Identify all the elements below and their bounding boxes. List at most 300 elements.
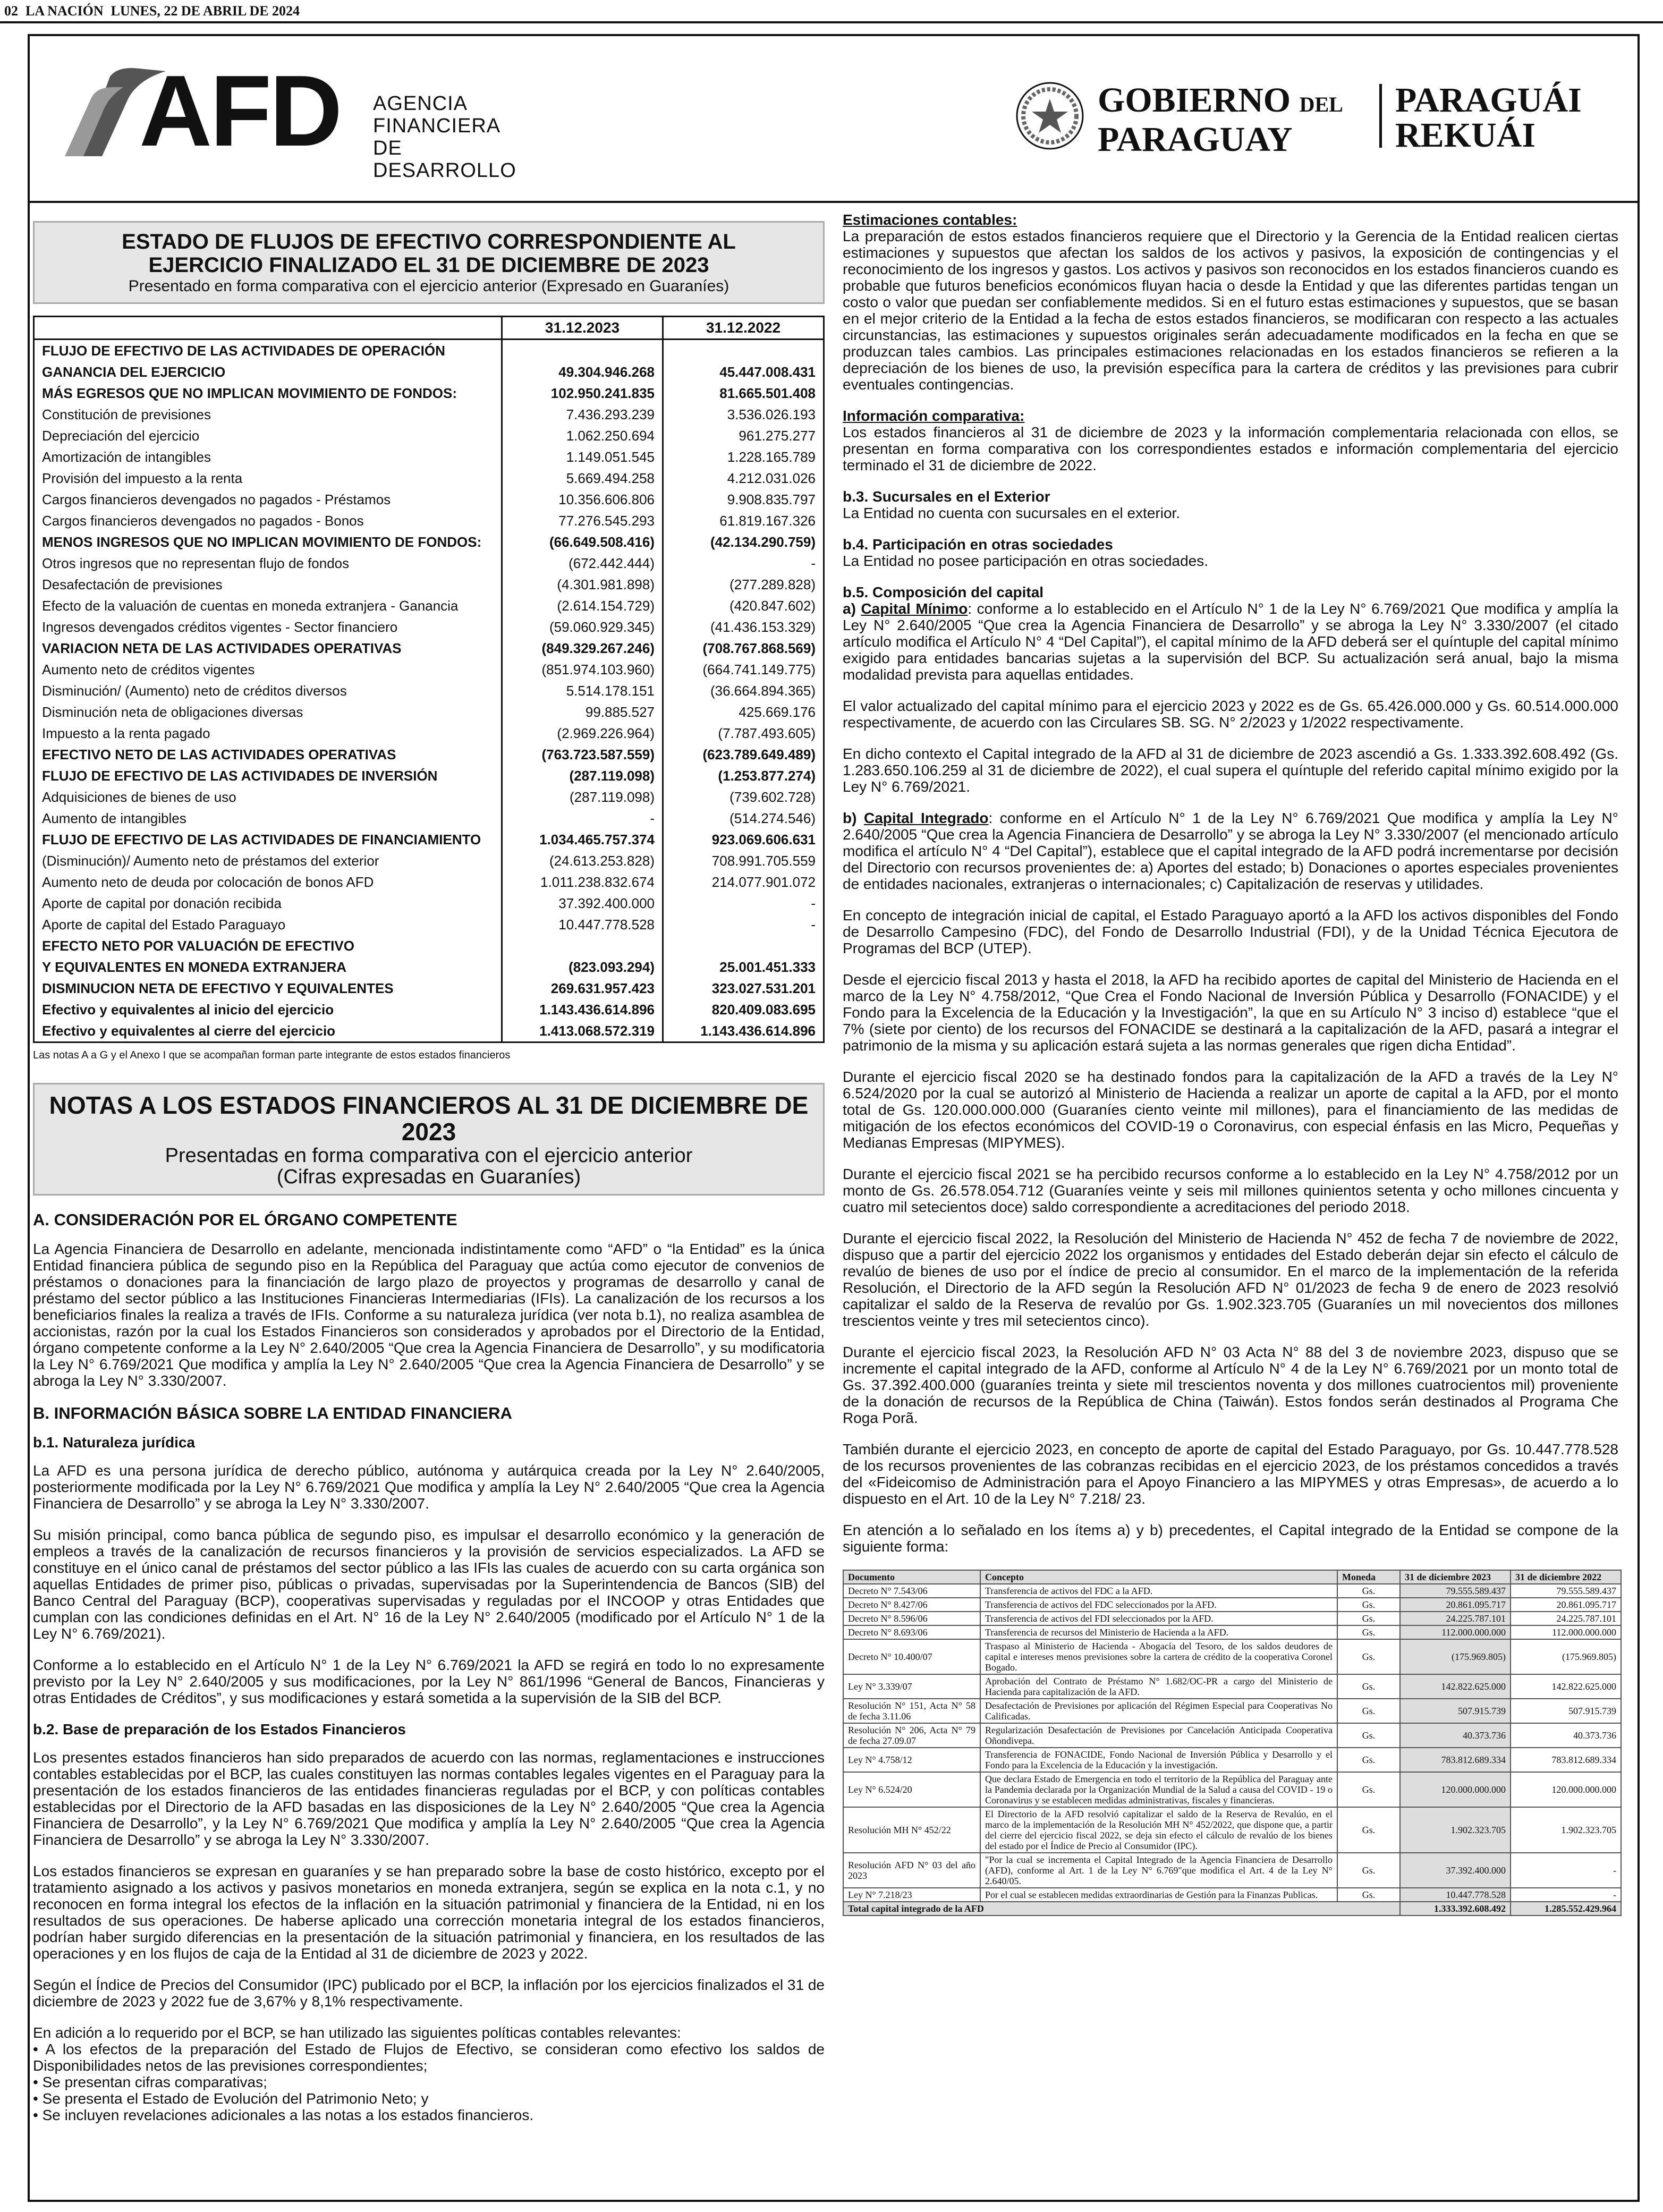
cashflow-value-2022: (1.253.877.274) (663, 765, 824, 786)
rekuai-line1: PARAGUÁI (1395, 81, 1582, 120)
capital-2023: (175.969.805) (1400, 1639, 1511, 1674)
capital-2023: 507.915.739 (1400, 1699, 1511, 1723)
capital-documento: Decreto N° 8.596/06 (843, 1612, 980, 1625)
cashflow-value-2022: 323.027.531.201 (663, 978, 824, 999)
masthead-date: LUNES, 22 DE ABRIL DE 2024 (111, 3, 300, 19)
cashflow-value-2022: 1.228.165.789 (663, 446, 824, 468)
capital-documento: Resolución AFD N° 03 del año 2023 (843, 1853, 980, 1888)
cashflow-label: Aumento neto de deuda por colocación de bonos AFD (42, 874, 374, 890)
capital-concepto: Regularización Desafectación de Previsiones por Cancelación Anticipada Cooperativa Oñondivepa. (980, 1723, 1337, 1748)
gov-line2: PARAGUAY (1098, 120, 1293, 159)
cashflow-row (34, 574, 824, 595)
capital-row (843, 1853, 1621, 1888)
cashflow-row (34, 850, 824, 871)
capital-concepto: Por el cual se establecen medidas extraordinarias de Gestión para la Finanzas Publicas. (980, 1888, 1337, 1902)
capital-moneda: Gs. (1337, 1639, 1400, 1674)
newspaper-name: LA NACIÓN (26, 3, 104, 19)
cashflow-row (34, 723, 824, 744)
cashflow-value-2023: (287.119.098) (502, 765, 663, 786)
cashflow-label: (Disminución)/ Aumento neto de préstamos del exterior (42, 853, 379, 869)
cashflow-value-2023: 1.149.051.545 (502, 446, 663, 468)
capital-concepto: Que declara Estado de Emergencia en todo el territorio de la República del Paraguay ante la Pandemia declarada por la Organización Mundial de la Salud a causa del COVID - 19 o Coronavirus y se establecen medidas administrativas, fiscales y financieras. (980, 1772, 1337, 1807)
cashflow-row (34, 999, 824, 1020)
national-seal-icon (1013, 79, 1087, 153)
cashflow-row (34, 744, 824, 765)
cashflow-row (34, 956, 824, 978)
cashflow-value-2023: 269.631.957.423 (502, 978, 663, 999)
cashflow-value-2023: (2.614.154.729) (502, 595, 663, 616)
gov-del: DEL (1299, 92, 1343, 116)
capital-2022: - (1511, 1853, 1621, 1888)
b1-heading: b.1. Naturaleza jurídica (33, 1434, 195, 1451)
cashflow-label: Efectivo y equivalentes al inicio del ejercicio (42, 1002, 334, 1018)
capital-total-row (843, 1902, 1621, 1916)
cashflow-value-2023: (287.119.098) (502, 786, 663, 808)
cashflow-label: Depreciación del ejercicio (42, 428, 200, 444)
capital-row (843, 1699, 1621, 1723)
cashflow-row (34, 383, 824, 404)
cashflow-label: MÁS EGRESOS QUE NO IMPLICAN MOVIMIENTO DE FONDOS: (42, 385, 457, 401)
paragraph: Los estados financieros al 31 de diciembre de 2023 y la información complementaria relacionada con ellos, se presentan en forma comparativa con los correspondientes estados e información complementaria del ejercicio terminado el 31 de diciembre de 2022. (843, 424, 1618, 473)
capital-2023: 40.373.736 (1400, 1723, 1511, 1748)
cashflow-label: Aumento neto de créditos vigentes (42, 662, 255, 677)
total-label: Total capital integrado de la AFD (843, 1902, 1400, 1916)
capital-moneda: Gs. (1337, 1612, 1400, 1625)
capital-moneda: Gs. (1337, 1807, 1400, 1853)
paragraph: Durante el ejercicio fiscal 2020 se ha destinado fondos para la capitalización de la AFD a través de la Ley N° 6.524/2020 por la cual se autorizó al Ministerio de Hacienda a realizar un aporte de capital a la AFD, por el monto total de Gs. 120.000.000.000 (Guaraníes ciento veinte mil millones), para el financiamiento de las medidas de mitigación de los efectos económicos del COVID-19 o Coronavirus, con especial énfasis en las Micro, Pequeñas y Medianas Empresas (MIPYMES). (843, 1069, 1618, 1151)
capital-2022: (175.969.805) (1511, 1639, 1621, 1674)
capital-2023: 120.000.000.000 (1400, 1772, 1511, 1807)
notes-title-box (33, 1083, 825, 1196)
capital-header-row (843, 1570, 1621, 1584)
header-rule (30, 201, 1637, 203)
notes-body (33, 1211, 825, 2123)
cashflow-value-2022: (664.741.149.775) (663, 659, 824, 680)
right-column (843, 211, 1618, 1916)
capital-minimo-text: : conforme a lo establecido en el Artículo N° 1 de la Ley N° 6.769/2021 Que modifica y amplía la Ley N° 2.640/2005 “Que crea la Agencia Financiera de Desarrollo” y se abroga la Ley N° 3.330/2007 (el citado artículo modifica el Artículo N° 4 “Del Capital”), el capital mínimo de la AFD deberá ser el quíntuple del capital mínimo exigido para entidades bancarias sujetas a la supervisión del BCP. Su actualización será anual, bajo la misma modalidad prevista para aquellas entidades. (843, 600, 1618, 683)
cashflow-row (34, 595, 824, 616)
cashflow-value-2023: 1.034.465.757.374 (502, 829, 663, 850)
capital-row (843, 1584, 1621, 1598)
paragraph: En adición a lo requerido por el BCP, se han utilizado las siguientes políticas contables relevantes: (33, 2024, 681, 2041)
cashflow-value-2023: 37.392.400.000 (502, 893, 663, 914)
cashflow-value-2022: (739.602.728) (663, 786, 824, 808)
cashflow-value-2022: 45.447.008.431 (663, 361, 824, 383)
cashflow-value-2022 (663, 340, 824, 362)
cashflow-label: Aporte de capital por donación recibida (42, 895, 282, 911)
gov-line1: GOBIERNO (1098, 81, 1291, 120)
cashflow-value-2023 (502, 340, 663, 362)
cashflow-value-2023: (59.060.929.345) (502, 616, 663, 638)
section-a-paragraph: La Agencia Financiera de Desarrollo en adelante, mencionada indistintamente como “AFD” o “la Entidad” es la única Entidad financiera pública de segundo piso en la República del Paraguay que actúa como ejecutor de convenios de préstamos o donaciones para la financiación de largo plazo de proyectos y programas de desarrollo y canal de préstamo del sector público a las Instituciones Financieras Intermediarias (IFIs). La canalización de los recursos a los beneficiarios finales la realiza a través de IFIs. Conforme a su naturaleza jurídica (ver nota b.1), no realiza asamblea de accionistas, razón por la cual los Estados Financieros son considerados y aprobados por el Directorio de la Entidad, órgano competente conforme a la Ley N° 2.640/2005 “Que crea la Agencia Financiera de Desarrollo”, y su modificatoria la Ley N° 6.769/2021 Que modifica y amplía la Ley N° 2.640/2005 “Que crea la Agencia Financiera de Desarrollo” y se abroga la Ley N° 3.330/2007. (33, 1241, 825, 1389)
capital-row (843, 1772, 1621, 1807)
cashflow-value-2023: 102.950.241.835 (502, 383, 663, 404)
masthead (4, 3, 307, 19)
capital-2022: 142.822.625.000 (1511, 1674, 1621, 1699)
capital-2022: 24.225.787.101 (1511, 1612, 1621, 1625)
capital-2023: 37.392.400.000 (1400, 1853, 1511, 1888)
total-2022: 1.285.552.429.964 (1511, 1902, 1621, 1916)
capital-documento: Ley N° 3.339/07 (843, 1674, 980, 1699)
cashflow-value-2023 (502, 935, 663, 956)
capital-2022: - (1511, 1888, 1621, 1902)
cashflow-label: Y EQUIVALENTES EN MONEDA EXTRANJERA (42, 959, 347, 975)
capital-concepto: Desafectación de Previsiones por aplicación del Régimen Especial para Cooperativas No Calificadas. (980, 1699, 1337, 1723)
cashflow-value-2023: 10.356.606.806 (502, 489, 663, 510)
cashflow-row (34, 701, 824, 723)
capital-row (843, 1723, 1621, 1748)
left-column (33, 221, 825, 2123)
cashflow-row (34, 893, 824, 914)
cashflow-value-2022 (663, 935, 824, 956)
cashflow-row (34, 616, 824, 638)
cashflow-value-2023: (66.649.508.416) (502, 531, 663, 553)
cashflow-value-2022: (708.767.868.569) (663, 638, 824, 659)
paragraph: Su misión principal, como banca pública de segundo piso, es impulsar el desarrollo económico y la generación de empleos a través de la canalización de recursos financieros y la provisión de servicios especializados. La AFD se constituye en el único canal de préstamos del sector público a las IFIs las cuales de acuerdo con su carta orgánica son aquellas Entidades de primer piso, públicas o privadas, supervisadas por la Superintendencia de Bancos (SIB) del Banco Central del Paraguay (BCP), cooperativas supervisadas y reguladas por el INCOOP y otras Entidades que cumplan con las condiciones definidas en el Art. N° 16 de la Ley N° 2.640/2005 (modificado por el Artículo N° 1 de la Ley N° 6.769/2021). (33, 1527, 825, 1642)
capital-moneda: Gs. (1337, 1723, 1400, 1748)
cashflow-value-2022: 961.275.277 (663, 425, 824, 446)
capital-minimo-label: Capital Mínimo (861, 600, 968, 617)
cashflow-value-2023: - (502, 808, 663, 829)
capital-2023: 10.447.778.528 (1400, 1888, 1511, 1902)
capital-2023: 1.902.323.705 (1400, 1807, 1511, 1853)
gobierno-wordmark (1098, 83, 1343, 157)
cashflow-label: EFECTO NETO POR VALUACIÓN DE EFECTIVO (42, 938, 354, 954)
cashflow-value-2023: 1.413.068.572.319 (502, 1020, 663, 1043)
cashflow-row (34, 786, 824, 808)
cashflow-value-2023: 10.447.778.528 (502, 914, 663, 935)
col-documento: Documento (843, 1570, 980, 1584)
capital-moneda: Gs. (1337, 1888, 1400, 1902)
cashflow-label: Disminución/ (Aumento) neto de créditos diversos (42, 683, 347, 699)
cashflow-value-2022: 61.819.167.326 (663, 510, 824, 531)
cashflow-title: ESTADO DE FLUJOS DE EFECTIVO CORRESPONDIENTE AL (122, 230, 736, 253)
capital-2022: 79.555.589.437 (1511, 1584, 1621, 1598)
cashflow-value-2023: 1.143.436.614.896 (502, 999, 663, 1020)
rekuai-line2: REKUÁI (1395, 116, 1536, 155)
item-marker: a) (843, 600, 861, 617)
afd-sub-line: AGENCIA (373, 92, 468, 115)
paragraph: La Entidad no posee participación en otras sociedades. (843, 553, 1209, 569)
cashflow-value-2022: (514.274.546) (663, 808, 824, 829)
capital-documento: Decreto N° 7.543/06 (843, 1584, 980, 1598)
cashflow-row (34, 829, 824, 850)
cashflow-row (34, 404, 824, 425)
b5-heading: b.5. Composición del capital (843, 584, 1044, 600)
capital-documento: Ley N° 6.524/20 (843, 1772, 980, 1807)
cashflow-row (34, 638, 824, 659)
cashflow-label: Aumento de intangibles (42, 810, 186, 826)
capital-moneda: Gs. (1337, 1772, 1400, 1807)
cashflow-row (34, 510, 824, 531)
capital-integrado-text: : conforme en el Artículo N° 1 de la Ley N° 6.769/2021 Que modifica y amplía la Ley N° 2.640/2005 “Que crea la Agencia Financiera de Desarrollo” y se abroga la Ley N° 3.330/2007 (el mencionado artículo modifica el artículo N° 4 “Del Capital”), establece que el capital integrado de la AFD podrá incrementarse por decisión del Directorio con recursos provenientes de: a) Aportes del estado; b) Donaciones o aportes especiales provenientes de entidades nacionales, extranjeras o internacionales; c) Capitalización de reservas y utilidades. (843, 810, 1618, 892)
cashflow-row (34, 914, 824, 935)
list-item: • A los efectos de la preparación del Estado de Flujos de Efectivo, se consideran como efectivo los saldos de Disponibilidades netos de las previsiones correspondientes; (33, 2041, 825, 2074)
cashflow-value-2023: (2.969.226.964) (502, 723, 663, 744)
section-a-heading: A. CONSIDERACIÓN POR EL ÓRGANO COMPETENTE (33, 1210, 457, 1229)
capital-2023: 20.861.095.717 (1400, 1598, 1511, 1612)
cashflow-col-2023: 31.12.2023 (502, 317, 663, 340)
capital-concepto: Transferencia de activos del FDI seleccionados por la AFD. (980, 1612, 1337, 1625)
cashflow-label: Disminución neta de obligaciones diversas (42, 704, 303, 720)
cashflow-label: Amortización de intangibles (42, 449, 211, 465)
cashflow-value-2023: 1.011.238.832.674 (502, 871, 663, 893)
paragraph: En atención a lo señalado en los ítems a) y b) precedentes, el Capital integrado de la Entidad se compone de la siguiente forma: (843, 1522, 1618, 1555)
capital-concepto: Aprobación del Contrato de Préstamo N° 1.682/OC-PR a cargo del Ministerio de Hacienda para capitalización de la AFD. (980, 1674, 1337, 1699)
paragraph: La Entidad no cuenta con sucursales en el exterior. (843, 505, 1181, 521)
capital-2023: 79.555.589.437 (1400, 1584, 1511, 1598)
capital-concepto: Transferencia de activos del FDC a la AFD. (980, 1584, 1337, 1598)
capital-concepto: Traspaso al Ministerio de Hacienda - Abogacía del Tesoro, de los saldos deudores de capital e intereses menos previsiones sobre la cartera de crédito de la cooperativa Coronel Bogado. (980, 1639, 1337, 1674)
cashflow-row (34, 978, 824, 999)
afd-wordmark: AFD (139, 55, 341, 167)
capital-moneda: Gs. (1337, 1699, 1400, 1723)
paragraph: Durante el ejercicio fiscal 2022, la Resolución del Ministerio de Hacienda N° 452 de fecha 7 de noviembre de 2022, dispuso que a partir del ejercicio 2022 los organismos y entidades del Estado deberán dejar sin efecto el cálculo de revalúo de bienes de uso por el índice de precio al consumidor. En el marco de la implementación de la referida Resolución, el Directorio de la AFD según la Resolución AFD N° 01/2023 de fecha 9 de enero de 2023 resolvió capitalizar el saldo de la Reserva de revalúo por Gs. 1.902.323.705 (Guaraníes un mil novecientos dos millones trescientos veinte y tres mil setecientos cinco). (843, 1230, 1618, 1329)
capital-2022: 20.861.095.717 (1511, 1598, 1621, 1612)
afd-logo (60, 55, 548, 182)
cashflow-value-2022: 25.001.451.333 (663, 956, 824, 978)
cashflow-row (34, 531, 824, 553)
estimaciones-heading: Estimaciones contables: (843, 211, 1017, 228)
capital-row (843, 1748, 1621, 1772)
cashflow-header-row (34, 317, 824, 340)
cashflow-subtitle: Presentado en forma comparativa con el ejercicio anterior (Expresado en Guaraníes) (128, 277, 729, 295)
cashflow-value-2022: 4.212.031.026 (663, 468, 824, 489)
notes-subtitle-2: (Cifras expresadas en Guaraníes) (276, 1166, 581, 1188)
cashflow-row (34, 553, 824, 574)
capital-moneda: Gs. (1337, 1674, 1400, 1699)
cashflow-value-2022: (36.664.894.365) (663, 680, 824, 701)
gobierno-logo (1013, 73, 1613, 158)
ad-frame (28, 34, 1640, 2202)
capital-2022: 783.812.689.334 (1511, 1748, 1621, 1772)
capital-documento: Resolución N° 206, Acta N° 79 de fecha 27.09.07 (843, 1723, 980, 1748)
notes-subtitle: Presentadas en forma comparativa con el ejercicio anterior (165, 1145, 693, 1167)
cashflow-value-2023: 5.514.178.151 (502, 680, 663, 701)
capital-2023: 112.000.000.000 (1400, 1625, 1511, 1639)
cashflow-value-2023: (4.301.981.898) (502, 574, 663, 595)
cashflow-value-2022: (41.436.153.329) (663, 616, 824, 638)
cashflow-label: Cargos financieros devengados no pagados - Bonos (42, 513, 364, 529)
capital-2023: 783.812.689.334 (1400, 1748, 1511, 1772)
cashflow-value-2023: 49.304.946.268 (502, 361, 663, 383)
capital-row (843, 1639, 1621, 1674)
cashflow-value-2023: (24.613.253.828) (502, 850, 663, 871)
cashflow-label: Efectivo y equivalentes al cierre del ejercicio (42, 1023, 336, 1039)
capital-2023: 24.225.787.101 (1400, 1612, 1511, 1625)
cashflow-value-2022: - (663, 893, 824, 914)
cashflow-value-2023: 5.669.494.258 (502, 468, 663, 489)
capital-moneda: Gs. (1337, 1853, 1400, 1888)
cashflow-row (34, 361, 824, 383)
cashflow-label: MENOS INGRESOS QUE NO IMPLICAN MOVIMIENTO DE FONDOS: (42, 534, 482, 550)
capital-documento: Ley N° 4.758/12 (843, 1748, 980, 1772)
section-b-heading: B. INFORMACIÓN BÁSICA SOBRE LA ENTIDAD FINANCIERA (33, 1404, 512, 1422)
logo-separator (1379, 84, 1382, 148)
cashflow-value-2023: (851.974.103.960) (502, 659, 663, 680)
capital-row (843, 1888, 1621, 1902)
capital-moneda: Gs. (1337, 1748, 1400, 1772)
cashflow-label: Adquisiciones de bienes de uso (42, 789, 236, 805)
cashflow-title-2: EJERCICIO FINALIZADO EL 31 DE DICIEMBRE DE 2023 (148, 253, 709, 277)
cashflow-label: VARIACION NETA DE LAS ACTIVIDADES OPERATIVAS (42, 640, 402, 656)
capital-table (843, 1570, 1622, 1916)
capital-moneda: Gs. (1337, 1598, 1400, 1612)
paragraph: Durante el ejercicio fiscal 2023, la Resolución AFD N° 03 Acta N° 88 del 3 de noviembre 2023, dispuso que se incremente el capital integrado de la AFD, conforme al Artículo N° 4 de la Ley N° 6.769/2021 por un monto total de Gs. 37.392.400.000 (guaraníes treinta y siete mil trescientos noventa y dos millones cuatrocientos mil) proveniente de la donación de recursos de la República de China (Taiwán). Estos fondos serán destinados al Programa Che Roga Porã. (843, 1344, 1618, 1426)
cashflow-value-2023: (672.442.444) (502, 553, 663, 574)
b2-heading: b.2. Base de preparación de los Estados Financieros (33, 1721, 406, 1738)
cashflow-row (34, 446, 824, 468)
cashflow-value-2022: (42.134.290.759) (663, 531, 824, 553)
cashflow-row (34, 659, 824, 680)
afd-sub-line: DE DESARROLLO (373, 137, 516, 182)
col-2023: 31 de diciembre 2023 (1400, 1570, 1511, 1584)
cashflow-label: FLUJO DE EFECTIVO DE LAS ACTIVIDADES DE FINANCIAMIENTO (42, 832, 481, 847)
ad-header (30, 36, 1637, 182)
cashflow-value-2022: 708.991.705.559 (663, 850, 824, 871)
capital-concepto: Transferencia de activos del FDC seleccionados por la AFD. (980, 1598, 1337, 1612)
paragraph: Desde el ejercicio fiscal 2013 y hasta el 2018, la AFD ha recibido aportes de capital del Ministerio de Hacienda en el marco de la Ley N° 4.758/2012, “Que Crea el Fondo Nacional de Inversión Pública y Desarrollo (FONACIDE) y el Fondo para la Excelencia de la Educación y la Investigación”, la que en su Artículo N° 3 inciso d) establece “que el 7% (siete por ciento) de los recursos del FONACIDE se destinará a la capitalización de la AFD, pasará a integrar el patrimonio de la misma y su aplicación estará sujeta a las normas generales que rigen dicha Entidad”. (843, 971, 1618, 1054)
capital-row (843, 1598, 1621, 1612)
capital-concepto: El Directorio de la AFD resolvió capitalizar el saldo de la Reserva de Revalúo, en el marco de la implementación de la Resolución MH N° 452/2022, que dispone que, a partir del cierre del ejercicio fiscal 2022, se deja sin efecto el cálculo de revalúo de los bienes del estado por el Índice de Precio al Consumidor (IPC). (980, 1807, 1337, 1853)
cashflow-row (34, 680, 824, 701)
item-marker: b) (843, 810, 864, 826)
cashflow-label: Constitución de previsiones (42, 406, 211, 422)
capital-documento: Resolución N° 151, Acta N° 58 de fecha 3.11.06 (843, 1699, 980, 1723)
paragraph: La AFD es una persona jurídica de derecho público, autónoma y autárquica creada por la Ley N° 2.640/2005, posteriormente modificada por la Ley N° 6.769/2021 Que modifica y amplía la Ley N° 2.640/2005 “Que crea la Agencia Financiera de Desarrollo” y se abroga la Ley N° 3.330/2007. (33, 1462, 825, 1512)
capital-integrado-paragraph (843, 810, 1618, 892)
masthead-rule (0, 21, 1663, 23)
capital-2022: 40.373.736 (1511, 1723, 1621, 1748)
capital-concepto: Transferencia de FONACIDE, Fondo Nacional de Inversión Pública y Desarrollo y el Fondo para la Excelencia de la Educación y la investigación. (980, 1748, 1337, 1772)
capital-2022: 120.000.000.000 (1511, 1772, 1621, 1807)
capital-moneda: Gs. (1337, 1625, 1400, 1639)
cashflow-value-2023: (849.329.267.246) (502, 638, 663, 659)
paragraph: También durante el ejercicio 2023, en concepto de aporte de capital del Estado Paraguayo, por Gs. 10.447.778.528 de los recursos provenientes de las cobranzas recibidas en el ejercicio 2023, de los préstamos concedidos a través del «Fideicomiso de Administración para el Apoyo Financiero a las MIPYMES y otras Empresas», de acuerdo a lo dispuesto en el Art. 10 de la Ley N° 7.218/ 23. (843, 1441, 1618, 1507)
cashflow-value-2023: 1.062.250.694 (502, 425, 663, 446)
cashflow-row (34, 425, 824, 446)
cashflow-label: Efecto de la valuación de cuentas en moneda extranjera - Ganancia (42, 598, 459, 614)
capital-2022: 1.902.323.705 (1511, 1807, 1621, 1853)
capital-concepto: "Por la cual se incrementa el Capital Integrado de la Agencia Financiera de Desarrollo (AFD), conforme al Art. 1 de la Ley N° 6.769"que modifica el Art. 4 de la Ley N° 2.640/05. (980, 1853, 1337, 1888)
cashflow-label: Otros ingresos que no representan flujo de fondos (42, 555, 350, 571)
paragraph: La preparación de estos estados financieros requiere que el Directorio y la Gerencia de la Entidad realicen ciertas estimaciones y supuestos que afectan los saldos de los activos y pasivos, la exposición de contingencias y el reconocimiento de los ingresos y gastos. Los activos y pasivos son reconocidos en los estados financieros cuando es probable que futuros beneficios económicos fluyan hacia o desde la Entidad y que las diferentes partidas tengan un costo o valor que puedan ser confiablemente medidos. Si en el futuro estas estimaciones y supuestos, que se basan en el mejor criterio de la Entidad a la fecha de estos estados financieros, se modificaran con respecto a las actuales circunstancias, las estimaciones y supuestos originales serán adecuadamente modificados en la fecha en que se produzcan tales cambios. Las principales estimaciones relacionadas en los estados financieros se refieren a la depreciación de los bienes de uso, la previsión específica para la cartera de créditos y las previsiones para cubrir eventuales contingencias. (843, 228, 1618, 393)
paragraph: Los estados financieros se expresan en guaraníes y se han preparado sobre la base de costo histórico, excepto por el tratamiento asignado a los activos y pasivos monetarios en moneda extranjera, según se explica en la nota c.1, y no reconocen en forma integral los efectos de la inflación en la situación patrimonial y financiera de la Entidad, ni en los resultados de sus operaciones. De haberse aplicado una corrección monetaria integral de los estados financieros, podrían haber surgido diferencias en la presentación de la situación patrimonial y financiera, en los resultados de las operaciones y en los flujos de caja de la Entidad al 31 de diciembre de 2023 y 2022. (33, 1863, 825, 1962)
cashflow-label: Provisión del impuesto a la renta (42, 470, 243, 486)
cashflow-value-2022: (420.847.602) (663, 595, 824, 616)
cashflow-label: DISMINUCION NETA DE EFECTIVO Y EQUIVALENTES (42, 980, 394, 996)
cashflow-value-2023: 77.276.545.293 (502, 510, 663, 531)
cashflow-value-2023: 99.885.527 (502, 701, 663, 723)
capital-row (843, 1625, 1621, 1639)
list-item: • Se incluyen revelaciones adicionales a las notas a los estados financieros. (33, 2107, 534, 2123)
list-item: • Se presenta el Estado de Evolución del Patrimonio Neto; y (33, 2090, 429, 2107)
cashflow-row (34, 871, 824, 893)
cashflow-col-2022: 31.12.2022 (663, 317, 824, 340)
cashflow-label: FLUJO DE EFECTIVO DE LAS ACTIVIDADES DE INVERSIÓN (42, 768, 438, 784)
capital-2022: 507.915.739 (1511, 1699, 1621, 1723)
cashflow-label: Ingresos devengados créditos vigentes - Sector financiero (42, 619, 398, 635)
b3-heading: b.3. Sucursales en el Exterior (843, 488, 1050, 505)
col-concepto: Concepto (980, 1570, 1337, 1584)
capital-documento: Decreto N° 8.427/06 (843, 1598, 980, 1612)
paragraph: En dicho contexto el Capital integrado de la AFD al 31 de diciembre de 2023 ascendió a Gs. 1.333.392.608.492 (Gs. 1.283.650.106.259 al 31 de diciembre de 2022), el cual supera el quíntuple del referido capital mínimo exigido por la Ley N° 6.769/2021. (843, 745, 1618, 795)
capital-concepto: Transferencia de recursos del Ministerio de Hacienda a la AFD. (980, 1625, 1337, 1639)
cashflow-value-2023: (823.093.294) (502, 956, 663, 978)
cashflow-value-2022: 214.077.901.072 (663, 871, 824, 893)
b4-heading: b.4. Participación en otras sociedades (843, 536, 1113, 553)
list-item: • Se presentan cifras comparativas; (33, 2074, 267, 2090)
cashflow-row (34, 340, 824, 362)
cashflow-label: Cargos financieros devengados no pagados - Préstamos (42, 491, 391, 507)
col-moneda: Moneda (1337, 1570, 1400, 1584)
col-2022: 31 de diciembre 2022 (1511, 1570, 1621, 1584)
cashflow-value-2022: (7.787.493.605) (663, 723, 824, 744)
capital-documento: Resolución MH N° 452/22 (843, 1807, 980, 1853)
cashflow-row (34, 489, 824, 510)
cashflow-label: Impuesto a la renta pagado (42, 725, 210, 741)
page-number: 02 (4, 3, 18, 19)
cashflow-footnote: Las notas A a G y el Anexo I que se acompañan forman parte integrante de estos estados financieros (33, 1049, 511, 1061)
cashflow-label: Desafectación de previsiones (42, 577, 223, 592)
cashflow-value-2023: 7.436.293.239 (502, 404, 663, 425)
cashflow-value-2022: 9.908.835.797 (663, 489, 824, 510)
cashflow-value-2022: 81.665.501.408 (663, 383, 824, 404)
cashflow-value-2022: 3.536.026.193 (663, 404, 824, 425)
cashflow-value-2022: 1.143.436.614.896 (663, 1020, 824, 1043)
capital-documento: Ley N° 7.218/23 (843, 1888, 980, 1902)
cashflow-label: EFECTIVO NETO DE LAS ACTIVIDADES OPERATIVAS (42, 747, 396, 762)
paragraph: Conforme a lo establecido en el Artículo N° 1 de la Ley N° 6.769/2021 la AFD se regirá en todo lo no expresamente previsto por la Ley N° 2.640/2005 y sus modificaciones, por la Ley N° 861/1996 “General de Bancos, Financieras y otras Entidades de Créditos”, y sus modificaciones y estará sometida a la supervisión de la SIB del BCP. (33, 1657, 825, 1706)
policy-list (33, 2041, 825, 2123)
paragraph: Según el Índice de Precios del Consumidor (IPC) publicado por el BCP, la inflación por los ejercicios finalizados el 31 de diciembre de 2023 y 2022 fue de 3,67% y 8,1% respectivamente. (33, 1977, 825, 2010)
capital-documento: Decreto N° 10.400/07 (843, 1639, 980, 1674)
capital-row (843, 1674, 1621, 1699)
rekuai-wordmark (1395, 83, 1582, 153)
capital-row (843, 1807, 1621, 1853)
cashflow-label: Aporte de capital del Estado Paraguayo (42, 917, 286, 933)
cashflow-header-label (34, 317, 502, 340)
cashflow-value-2022: 425.669.176 (663, 701, 824, 723)
cashflow-row (34, 468, 824, 489)
paragraph: El valor actualizado del capital mínimo para el ejercicio 2023 y 2022 es de Gs. 65.426.000.000 y Gs. 60.514.000.000 respectivamente, de acuerdo con las Circulares SB. SG. N° 2/2023 y 1/2022 respectivamente. (843, 698, 1618, 731)
comparativa-heading: Información comparativa: (843, 408, 1025, 424)
capital-2023: 142.822.625.000 (1400, 1674, 1511, 1699)
capital-minimo-paragraph (843, 600, 1618, 683)
cashflow-label: GANANCIA DEL EJERCICIO (42, 364, 226, 380)
cashflow-label: FLUJO DE EFECTIVO DE LAS ACTIVIDADES DE OPERACIÓN (42, 343, 445, 359)
notes-title: NOTAS A LOS ESTADOS FINANCIEROS AL 31 DE DICIEMBRE DE 2023 (49, 1091, 809, 1146)
afd-subtitle (373, 92, 548, 182)
cashflow-row (34, 808, 824, 829)
afd-sub-line: FINANCIERA (373, 115, 501, 137)
cashflow-value-2023: (763.723.587.559) (502, 744, 663, 765)
cashflow-row (34, 765, 824, 786)
cashflow-value-2022: (277.289.828) (663, 574, 824, 595)
cashflow-value-2022: 820.409.083.695 (663, 999, 824, 1020)
capital-moneda: Gs. (1337, 1584, 1400, 1598)
cashflow-value-2022: - (663, 553, 824, 574)
capital-2022: 112.000.000.000 (1511, 1625, 1621, 1639)
cashflow-value-2022: 923.069.606.631 (663, 829, 824, 850)
capital-documento: Decreto N° 8.693/06 (843, 1625, 980, 1639)
capital-integrado-label: Capital Integrado (864, 810, 989, 826)
cashflow-value-2022: (623.789.649.489) (663, 744, 824, 765)
cashflow-value-2022: - (663, 914, 824, 935)
total-2023: 1.333.392.608.492 (1400, 1902, 1511, 1916)
cashflow-table (33, 316, 825, 1043)
cashflow-row (34, 1020, 824, 1043)
